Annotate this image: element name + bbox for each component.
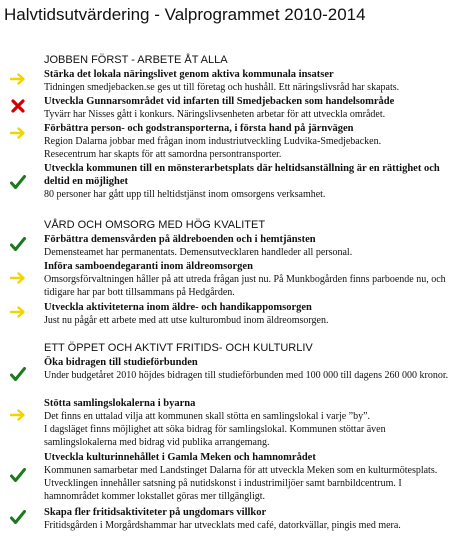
- item-text: Under budgetåret 2010 höjdes bidragen till studieförbunden med 100 000 till dagens 260 000 kronor.: [44, 370, 449, 381]
- page-title: Halvtidsutvärdering - Valprogrammet 2010-2014: [4, 5, 366, 24]
- section-heading-jobs: JOBBEN FÖRST - ARBETE ÅT ALLA: [44, 54, 228, 66]
- item-text: 80 personer har gått upp till heltidstjänst inom omsorgens verksamhet.: [44, 189, 326, 200]
- item-text: Just nu pågår ett arbete med att utse kulturombud inom äldreomsorgen.: [44, 315, 329, 326]
- arrow-right-icon: [10, 270, 26, 286]
- arrow-right-icon: [10, 125, 26, 141]
- item-heading: Skapa fler fritidsaktiviteter på ungdomars villkor: [44, 507, 267, 518]
- item-text: Tyvärr har Nisses gått i konkurs. Näringslivsenheten arbetar för att utveckla området.: [44, 109, 386, 120]
- item-text: Kommunen samarbetar med Landstinget Dalarna för att utveckla Meken som en kulturmötesplats. Utvecklingen innehåller satsning på nutidskonst i industrimiljöer samt barnbildcentrum. I hamnområdet kommer lokstallet göras mer tillgängligt.: [44, 465, 438, 502]
- arrow-right-icon: [10, 304, 26, 320]
- arrow-right-icon: [10, 407, 26, 423]
- checkmark-icon: [10, 236, 26, 252]
- item-heading: Stötta samlingslokalerna i byarna: [44, 398, 196, 409]
- item-heading: Utveckla Gunnarsområdet vid infarten till Smedjebacken som handelsområde: [44, 96, 395, 107]
- checkmark-icon: [10, 174, 26, 190]
- arrow-right-icon: [10, 71, 26, 87]
- item-heading: Förbättra demensvården på äldreboenden och i hemtjänsten: [44, 234, 316, 245]
- section-heading-culture: ETT ÖPPET OCH AKTIVT FRITIDS- OCH KULTURLIV: [44, 342, 313, 354]
- item-heading: Förbättra person- och godstransporterna, i första hand på järnvägen: [44, 123, 354, 134]
- item-heading: Utveckla kommunen till en mönsterarbetsplats där heltidsanställning är en rättighet och deltid en möjlighet: [44, 163, 440, 187]
- cross-icon: [10, 98, 26, 114]
- checkmark-icon: [10, 467, 26, 483]
- item-text: Demensteamet har permanentats. Demensutvecklaren handleder all personal.: [44, 247, 353, 258]
- item-heading: Öka bidragen till studieförbunden: [44, 357, 198, 368]
- item-text: Fritidsgården i Morgårdshammar har utvecklats med café, datorkvällar, pingis med mera.: [44, 520, 401, 531]
- item-heading: Stärka det lokala näringslivet genom aktiva kommunala insatser: [44, 69, 334, 80]
- item-text: I dagsläget finns möjlighet att söka bidrag för samlingslokal. Kommunen stöttar även samlingslokalerna med bidrag vid publika arrangemang.: [44, 424, 386, 448]
- item-heading: Införa samboendegaranti inom äldreomsorgen: [44, 261, 253, 272]
- section-heading-care: VÅRD OCH OMSORG MED HÖG KVALITET: [44, 219, 266, 231]
- item-text: Region Dalarna jobbar med frågan inom industriutveckling Ludvika-Smedjebacken.: [44, 136, 382, 147]
- checkmark-icon: [10, 509, 26, 525]
- item-text: Resecentrum har skapts för att samordna persontransporter.: [44, 149, 282, 160]
- checkmark-icon: [10, 366, 26, 382]
- item-text: Det finns en uttalad vilja att kommunen skall stötta en samlingslokal i varje ”by”.: [44, 411, 371, 422]
- item-heading: Utveckla aktiviteterna inom äldre- och handikappomsorgen: [44, 302, 312, 313]
- item-heading: Utveckla kulturinnehållet i Gamla Meken och hamnområdet: [44, 452, 316, 463]
- item-text: Omsorgsförvaltningen håller på att utreda frågan just nu. På Munkbogården finns parboende nu, och tidigare har par bott tillsammans på Hedgården.: [44, 274, 446, 298]
- item-text: Tidningen smedjebacken.se ges ut till företag och hushåll. Ett näringslivsråd har skapats.: [44, 82, 400, 93]
